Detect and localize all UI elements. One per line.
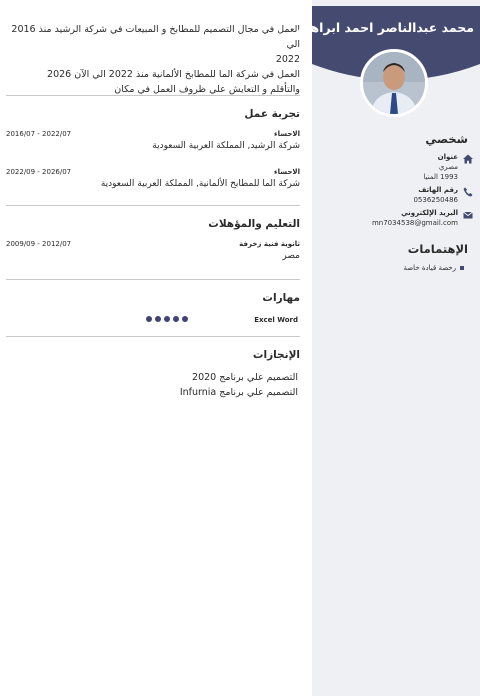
address-line: 1993 المنيا xyxy=(423,173,458,181)
section-title-achievements: الإنجازات xyxy=(252,349,300,361)
bullet-icon xyxy=(460,266,464,270)
experience-entry xyxy=(6,130,300,154)
home-icon xyxy=(462,153,474,165)
section-title-skills: مهارات xyxy=(262,292,300,304)
phone-number: 0536250486 xyxy=(413,196,458,204)
phone-label: رقم الهاتف xyxy=(418,186,458,194)
summary-line: والتأقلم و التعايش علي ظروف العمل في مكان xyxy=(114,84,300,95)
summary-line: 2022 xyxy=(275,54,300,65)
entry-company: شركة الما للمطابخ الألمانية, المملكة العربية السعودية xyxy=(100,179,300,189)
entry-role: الاحساء xyxy=(274,130,300,138)
entry-dates: 2009/09 - 2012/07 xyxy=(6,240,72,248)
interest-item xyxy=(403,264,464,272)
section-title-personal: شخصي xyxy=(425,132,468,146)
address-label: عنوان xyxy=(437,153,458,161)
summary-line: العمل في شركة الما للمطابخ الألمانية منذ 2022 الي الآن 2026 xyxy=(47,69,300,80)
achievement-item: التصميم علي برنامج Infurnia xyxy=(179,387,298,398)
achievement-item: التصميم علي برنامج 2020 xyxy=(192,372,298,383)
divider xyxy=(6,95,300,96)
skill-dot xyxy=(182,316,188,322)
entry-school: ثانوية فنية زخرفة xyxy=(239,240,300,248)
personal-info xyxy=(324,152,474,231)
section-title-experience: تجربة عمل xyxy=(244,108,300,120)
section-title-education: التعليم والمؤهلات xyxy=(208,218,300,230)
summary-line: العمل في مجال التصميم للمطابخ و المبيعات في شركة الرشيد منذ 2016 الي xyxy=(11,24,300,50)
divider xyxy=(6,205,300,206)
full-name: محمد عبدالناصر احمد ابراهيم xyxy=(295,20,474,35)
section-title-interests: الإهتمامات xyxy=(407,242,468,256)
interest-label: رخصة قيادة خاصة xyxy=(403,264,456,272)
phone-row xyxy=(324,185,474,205)
skill-dot xyxy=(146,316,152,322)
entry-role: الاحساء xyxy=(274,168,300,176)
divider xyxy=(6,336,300,337)
avatar-photo-icon xyxy=(363,52,425,114)
entry-country: مصر xyxy=(282,251,300,261)
entry-dates: 2022/09 - 2026/07 xyxy=(6,168,72,176)
entry-company: شركة الرشيد, المملكة العربية السعودية xyxy=(152,141,300,151)
email-address: mn7034538@gmail.com xyxy=(371,219,458,227)
entry-dates: 2016/07 - 2022/07 xyxy=(6,130,72,138)
phone-icon xyxy=(462,186,474,198)
mail-icon xyxy=(462,209,474,221)
address-row xyxy=(324,152,474,182)
divider xyxy=(6,279,300,280)
sidebar xyxy=(295,0,480,696)
email-label: البريد الإلكتروني xyxy=(401,209,458,217)
email-row xyxy=(324,208,474,228)
address-line: مصري xyxy=(438,163,458,171)
avatar xyxy=(360,49,428,117)
skill-dot xyxy=(164,316,170,322)
skill-dot xyxy=(173,316,179,322)
summary xyxy=(10,22,300,97)
skill-level-dots xyxy=(146,316,191,322)
education-entry xyxy=(6,240,300,264)
experience-entry xyxy=(6,168,300,192)
skill-dot xyxy=(155,316,161,322)
skill-name: Excel Word xyxy=(254,316,298,324)
